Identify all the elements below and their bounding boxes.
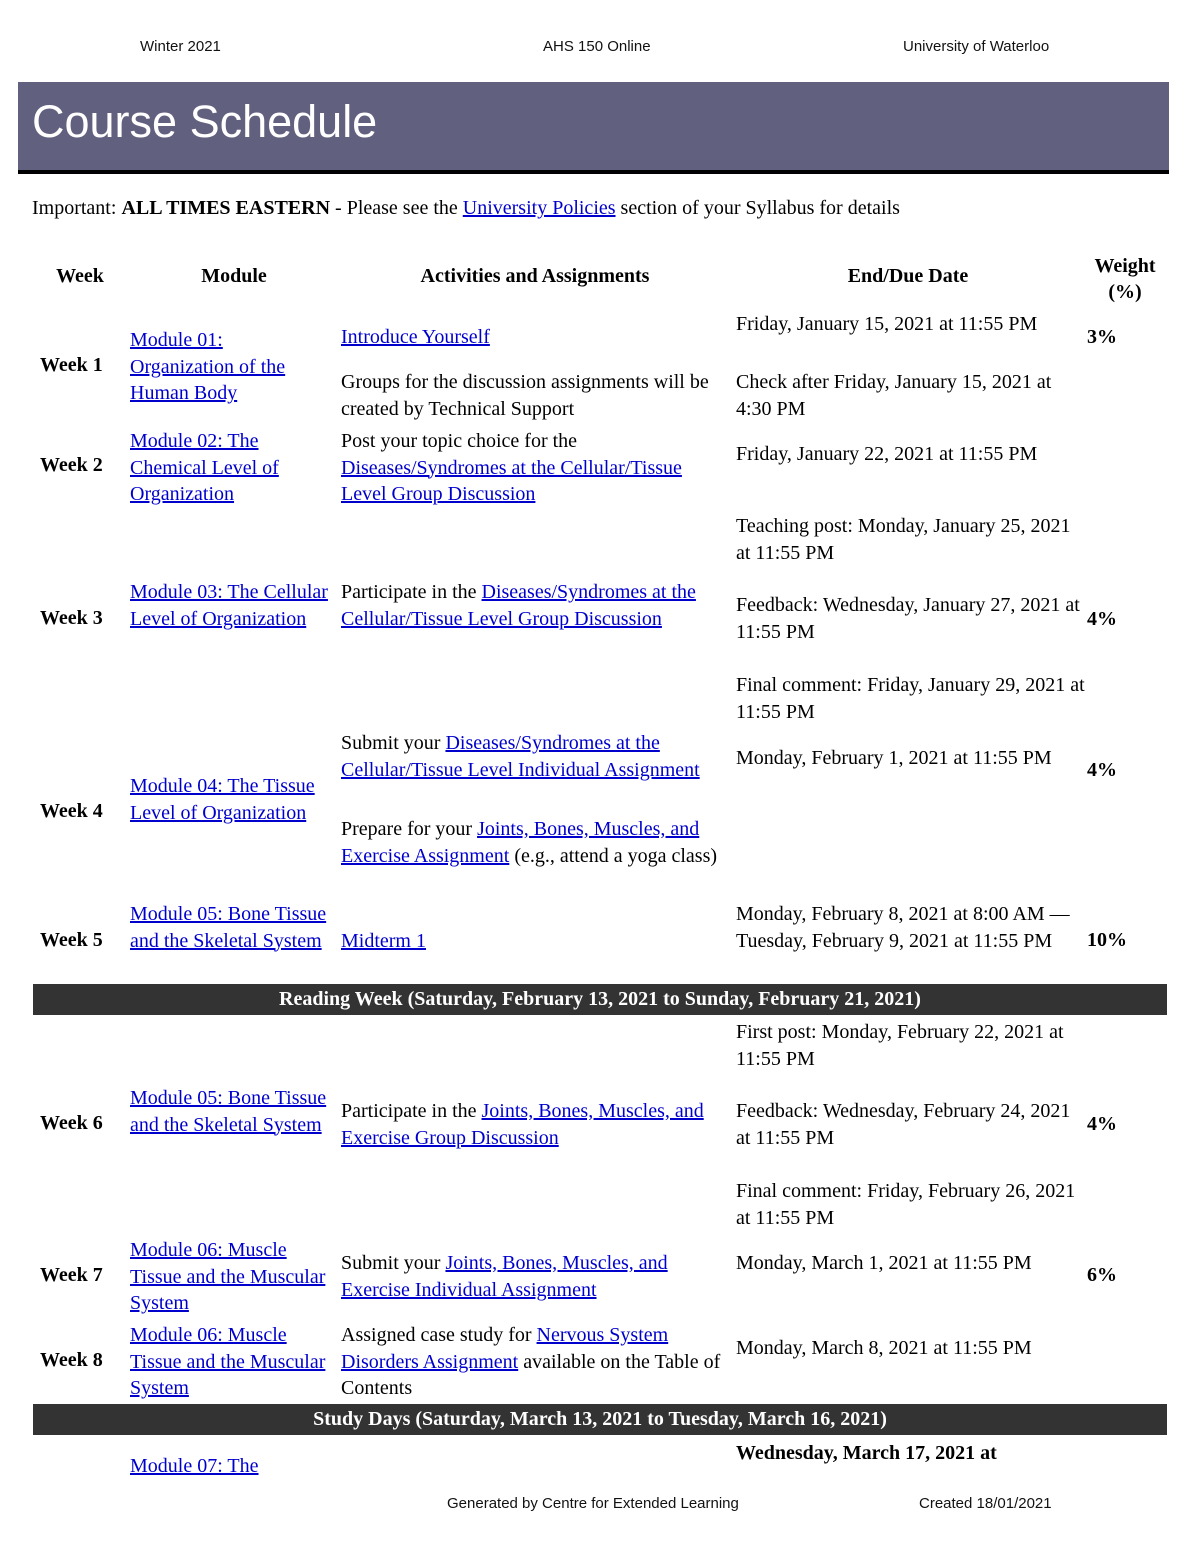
important-mid: - Please see the xyxy=(330,197,463,219)
activity-text: Submit your xyxy=(341,732,446,754)
due-cell: Monday, February 8, 2021 at 8:00 AM — Tuesday, February 9, 2021 at 11:55 PM xyxy=(736,903,1070,952)
header-institution: University of Waterloo xyxy=(903,38,1050,55)
col-header-module: Module xyxy=(201,265,267,287)
module-cell xyxy=(130,1085,330,1138)
due-cell: Monday, March 1, 2021 at 11:55 PM xyxy=(736,1252,1032,1274)
week-label: Week 1 xyxy=(40,354,103,376)
important-suffix: section of your Syllabus for details xyxy=(615,197,900,219)
due-cell: Monday, February 1, 2021 at 11:55 PM xyxy=(736,747,1052,769)
activity-link[interactable]: Diseases/Syndromes at the Cellular/Tissue Level Group Discussion xyxy=(341,456,682,505)
col-header-weight: Weight (%) xyxy=(1094,255,1156,303)
activity-cell xyxy=(341,579,731,632)
activity-link[interactable]: Joints, Bones, Muscles, and Exercise Individual Assignment xyxy=(341,1252,668,1301)
due-cell: Friday, January 15, 2021 at 11:55 PM xyxy=(736,313,1038,335)
due-cell: Feedback: Wednesday, February 24, 2021 at 11:55 PM xyxy=(736,1100,1071,1149)
due-cell: Wednesday, March 17, 2021 at xyxy=(736,1442,997,1464)
title-rule xyxy=(18,170,1169,174)
weight-cell: 6% xyxy=(1087,1264,1117,1286)
activity-cell xyxy=(341,428,731,508)
activity-link[interactable]: Midterm 1 xyxy=(341,930,426,952)
module-cell xyxy=(130,1453,330,1480)
activity-link[interactable]: Introduce Yourself xyxy=(341,326,490,348)
activity-text: Post your topic choice for the xyxy=(341,430,578,452)
weight-cell: 4% xyxy=(1087,1113,1117,1135)
activity-link[interactable]: Diseases/Syndromes at the Cellular/Tissue Level Individual Assignment xyxy=(341,732,700,781)
due-cell: Final comment: Friday, February 26, 2021 at 11:55 PM xyxy=(736,1180,1076,1229)
week-label: Week 5 xyxy=(40,929,103,951)
week-label: Week 7 xyxy=(40,1264,103,1286)
activity-text: Participate in the xyxy=(341,1100,482,1122)
week-label: Week 8 xyxy=(40,1349,103,1371)
module-cell xyxy=(130,1322,330,1402)
reading-week-banner: Reading Week (Saturday, February 13, 2021 to Sunday, February 21, 2021) xyxy=(33,984,1167,1015)
activity-text: available on the Table of Contents xyxy=(341,1350,721,1399)
week-label: Week 3 xyxy=(40,607,103,629)
weight-cell: 4% xyxy=(1087,759,1117,781)
weight-cell: 3% xyxy=(1087,326,1117,348)
module-cell xyxy=(130,773,330,826)
due-cell: First post: Monday, February 22, 2021 at 11:55 PM xyxy=(736,1021,1064,1070)
due-cell: Check after Friday, January 15, 2021 at 4:30 PM xyxy=(736,371,1052,420)
col-header-due: End/Due Date xyxy=(847,265,969,287)
header-term: Winter 2021 xyxy=(140,38,221,55)
module-link[interactable]: Module 06: Muscle Tissue and the Muscular System xyxy=(130,1239,326,1314)
module-cell xyxy=(130,579,330,632)
due-cell: Final comment: Friday, January 29, 2021 at 11:55 PM xyxy=(736,674,1085,723)
activity-text: (e.g., attend a yoga class) xyxy=(509,844,718,867)
module-link[interactable]: Module 06: Muscle Tissue and the Muscular System xyxy=(130,1324,326,1399)
important-note xyxy=(32,197,900,220)
activity-cell xyxy=(341,1250,736,1303)
module-cell xyxy=(130,1237,330,1317)
module-cell xyxy=(130,428,330,508)
activity-text: Submit your xyxy=(341,1252,446,1274)
module-link[interactable]: Module 07: The xyxy=(130,1455,259,1477)
activity-cell xyxy=(341,324,731,351)
col-header-activities: Activities and Assignments xyxy=(420,265,650,287)
module-link[interactable]: Module 01: Organization of the Human Body xyxy=(130,329,286,404)
week-label: Week 6 xyxy=(40,1112,103,1134)
activity-text: Participate in the xyxy=(341,581,482,603)
due-cell: Feedback: Wednesday, January 27, 2021 at 11:55 PM xyxy=(736,594,1080,643)
activity-cell xyxy=(341,730,731,783)
activity-text: Prepare for your xyxy=(341,818,478,840)
activity-link[interactable]: Diseases/Syndromes at the Cellular/Tissue Level Group Discussion xyxy=(341,581,696,630)
weight-cell: 10% xyxy=(1087,929,1127,951)
activity-cell: Groups for the discussion assignments will be created by Technical Support xyxy=(341,371,709,420)
module-link[interactable]: Module 04: The Tissue Level of Organization xyxy=(130,775,315,824)
important-emphasis: ALL TIMES EASTERN xyxy=(121,197,331,219)
col-header-week: Week xyxy=(56,265,104,287)
activity-cell xyxy=(341,816,731,869)
module-link[interactable]: Module 02: The Chemical Level of Organization xyxy=(130,430,279,505)
module-link[interactable]: Module 05: Bone Tissue and the Skeletal System xyxy=(130,903,327,952)
module-link[interactable]: Module 05: Bone Tissue and the Skeletal System xyxy=(130,1087,327,1136)
due-cell: Teaching post: Monday, January 25, 2021 at 11:55 PM xyxy=(736,515,1071,564)
activity-cell xyxy=(341,928,731,955)
activity-link[interactable]: Nervous System Disorders Assignment xyxy=(341,1324,669,1373)
week-label: Week 4 xyxy=(40,800,103,822)
due-cell: Friday, January 22, 2021 at 11:55 PM xyxy=(736,443,1038,465)
week-label: Week 2 xyxy=(40,454,103,476)
activity-link[interactable]: Joints, Bones, Muscles, and Exercise Group Discussion xyxy=(341,1100,704,1149)
activity-cell xyxy=(341,1098,731,1151)
title-banner xyxy=(18,82,1169,170)
activity-text: Assigned case study for xyxy=(341,1324,537,1346)
module-cell xyxy=(130,901,330,954)
module-link[interactable]: Module 03: The Cellular Level of Organization xyxy=(130,581,328,630)
university-policies-link[interactable]: University Policies xyxy=(462,197,616,219)
header-course: AHS 150 Online xyxy=(543,38,651,55)
activity-cell xyxy=(341,1322,731,1402)
weight-cell: 4% xyxy=(1087,608,1117,630)
study-days-banner: Study Days (Saturday, March 13, 2021 to Tuesday, March 16, 2021) xyxy=(33,1404,1167,1435)
footer-created-date: Created 18/01/2021 xyxy=(919,1495,1052,1512)
due-cell: Monday, March 8, 2021 at 11:55 PM xyxy=(736,1337,1032,1359)
page-title: Course Schedule xyxy=(32,96,378,147)
activity-link[interactable]: Joints, Bones, Muscles, and Exercise Assignment xyxy=(341,818,700,867)
module-cell xyxy=(130,327,330,407)
footer-generator: Generated by Centre for Extended Learning xyxy=(447,1495,739,1512)
important-prefix: Important: xyxy=(32,197,122,219)
